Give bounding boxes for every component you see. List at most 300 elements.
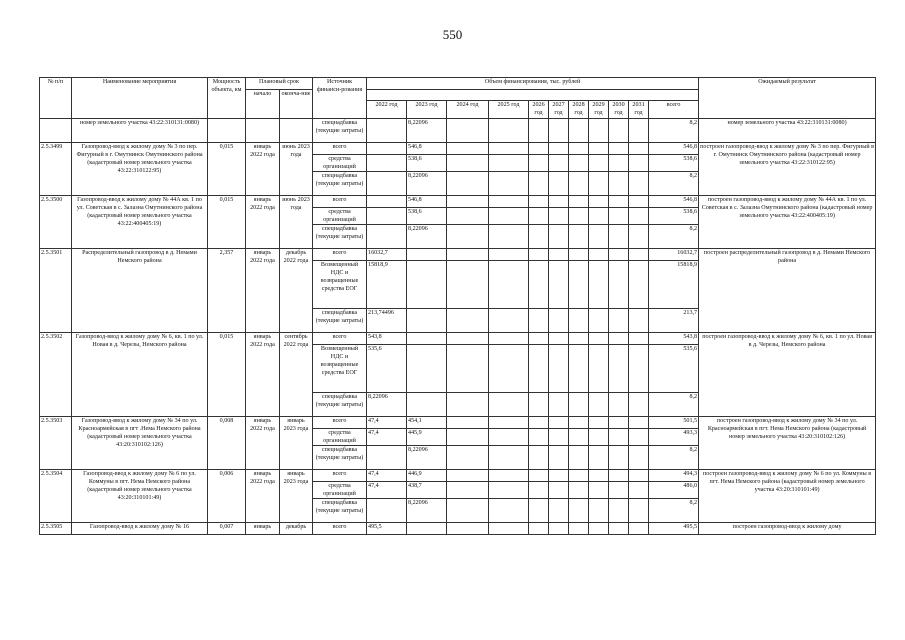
row-start: январь 2022 года (246, 417, 280, 470)
row-value (629, 208, 649, 225)
row-value (367, 119, 407, 143)
row-capacity: 0,007 (208, 523, 246, 535)
row-result: построен распределительный газопровод в д. Немами Немского района (699, 249, 876, 333)
row-value (529, 345, 549, 393)
row-value (529, 429, 549, 446)
row-value (609, 143, 629, 155)
row-value (529, 417, 549, 429)
row-value (589, 143, 609, 155)
row-value (529, 155, 549, 172)
row-source: средства организаций (313, 429, 367, 446)
row-value (529, 225, 549, 249)
row-value (629, 446, 649, 470)
header-result: Ожидаемый результат (699, 78, 876, 119)
row-source: всего (313, 417, 367, 429)
row-value (549, 119, 569, 143)
table-header (40, 78, 876, 119)
row-value (447, 155, 489, 172)
row-value (569, 119, 589, 143)
row-value (367, 155, 407, 172)
row-value (489, 208, 529, 225)
row-value (407, 309, 447, 333)
header-year: 2031 год (629, 101, 649, 119)
row-result: построен газопровод-ввод к жилому дому (699, 523, 876, 535)
row-end: январь 2023 года (280, 470, 313, 523)
row-total: 546,8 (649, 196, 699, 208)
header-end: оконча-ние (280, 90, 313, 119)
row-end: сентябрь 2022 года (280, 333, 313, 417)
row-total: 213,7 (649, 309, 699, 333)
row-value: 16032,7 (367, 249, 407, 261)
row-end (280, 119, 313, 143)
row-value (569, 249, 589, 261)
row-value (589, 261, 609, 309)
row-source: Возмещенный НДС и возвращенные средства ЕОГ (313, 345, 367, 393)
header-year: 2024 год (447, 101, 489, 119)
row-capacity: 2,357 (208, 249, 246, 333)
row-value (447, 333, 489, 345)
row-value (529, 482, 549, 499)
row-result: построен газопровод-ввод к жилому дому № 34 по ул. Красноармейская в пгт. Нема Немского района (кадастровый номер земельного участка 43:20:310102:126) (699, 417, 876, 470)
row-value: 8,22096 (407, 499, 447, 523)
row-value (489, 196, 529, 208)
row-source: спецнадбавка (текущие затраты) (313, 446, 367, 470)
row-value (629, 119, 649, 143)
row-result: построен газопровод-ввод к жилому дому № 44А кв. 1 по ул. Советская в с. Залазна Омутнинского района (кадастровый номер земельного участка 43:22:400405:19) (699, 196, 876, 249)
row-value (549, 143, 569, 155)
row-value (447, 261, 489, 309)
row-start: январь 2022 года (246, 143, 280, 196)
row-value (629, 499, 649, 523)
row-value (609, 225, 629, 249)
row-value (569, 155, 589, 172)
row-value (609, 470, 629, 482)
row-value: 213,74496 (367, 309, 407, 333)
row-capacity: 0,006 (208, 470, 246, 523)
row-source: всего (313, 249, 367, 261)
row-value: 538,6 (407, 208, 447, 225)
row-end: декабрь 2022 года (280, 249, 313, 333)
row-value (549, 196, 569, 208)
row-value: 445,9 (407, 429, 447, 446)
row-value (569, 499, 589, 523)
row-value (609, 417, 629, 429)
row-start: январь 2022 года (246, 249, 280, 333)
row-value (489, 393, 529, 417)
row-name: Газопровод-ввод к жилому дому № 16 (72, 523, 208, 535)
row-value (569, 417, 589, 429)
row-result: номер земельного участка 43:22:310131:0080) (699, 119, 876, 143)
row-source: Возмещенный НДС и возвращенные средства ЕОГ (313, 261, 367, 309)
row-value (407, 345, 447, 393)
row-value (489, 429, 529, 446)
row-value (489, 482, 529, 499)
row-value (589, 225, 609, 249)
row-value (529, 499, 549, 523)
row-start: январь 2022 года (246, 333, 280, 417)
row-source: всего (313, 333, 367, 345)
row-value: 546,8 (407, 143, 447, 155)
row-capacity: 0,015 (208, 333, 246, 417)
row-value (489, 470, 529, 482)
row-total: 538,6 (649, 155, 699, 172)
row-num: 2.5.3505 (40, 523, 72, 535)
row-value: 535,6 (367, 345, 407, 393)
row-value (549, 225, 569, 249)
row-value (407, 249, 447, 261)
row-value (589, 446, 609, 470)
row-value (629, 172, 649, 196)
row-total: 538,6 (649, 208, 699, 225)
row-value (549, 470, 569, 482)
row-value (447, 172, 489, 196)
row-value (489, 345, 529, 393)
row-value: 47,4 (367, 429, 407, 446)
row-value (609, 429, 629, 446)
row-value (529, 470, 549, 482)
row-end: январь 2023 года (280, 417, 313, 470)
row-num: 2.5.3501 (40, 249, 72, 333)
row-value (589, 429, 609, 446)
row-value (529, 249, 549, 261)
row-value (549, 482, 569, 499)
row-value (589, 309, 609, 333)
row-total: 501,5 (649, 417, 699, 429)
row-total: 535,6 (649, 345, 699, 393)
row-value (529, 393, 549, 417)
row-value (529, 172, 549, 196)
table-row (40, 417, 876, 429)
header-num: № п/п (40, 78, 72, 119)
row-value: 543,8 (367, 333, 407, 345)
row-value (447, 143, 489, 155)
row-value (367, 143, 407, 155)
row-value (529, 523, 549, 535)
row-value (549, 523, 569, 535)
row-value: 8,22096 (407, 172, 447, 196)
header-volume: Объем финансирования, тыс. рублей (367, 78, 699, 90)
row-total: 486,0 (649, 482, 699, 499)
row-value: 438,7 (407, 482, 447, 499)
row-value (609, 119, 629, 143)
row-value: 15818,9 (367, 261, 407, 309)
row-value (529, 208, 549, 225)
row-value: 446,9 (407, 470, 447, 482)
row-value (589, 499, 609, 523)
row-value (609, 393, 629, 417)
row-value (489, 172, 529, 196)
row-end: декабрь (280, 523, 313, 535)
row-value (367, 446, 407, 470)
row-total: 16032,7 (649, 249, 699, 261)
table-row (40, 523, 876, 535)
row-value (569, 523, 589, 535)
row-value (629, 261, 649, 309)
row-value (407, 393, 447, 417)
row-value (549, 345, 569, 393)
header-start: начало (246, 90, 280, 119)
row-value (447, 470, 489, 482)
row-value (609, 309, 629, 333)
financing-table (39, 77, 876, 535)
table-body (40, 119, 876, 535)
row-value (489, 143, 529, 155)
row-value (609, 482, 629, 499)
header-period: Плановый срок (246, 78, 313, 90)
row-value (569, 143, 589, 155)
row-value (489, 523, 529, 535)
row-start (246, 119, 280, 143)
row-value (489, 499, 529, 523)
row-total: 8,2 (649, 172, 699, 196)
row-total: 546,8 (649, 143, 699, 155)
row-value (549, 261, 569, 309)
row-capacity (208, 119, 246, 143)
row-source: спецнадбавка (текущие затраты) (313, 499, 367, 523)
row-value (569, 429, 589, 446)
row-value (529, 261, 549, 309)
row-value (609, 523, 629, 535)
row-value: 8,22096 (407, 225, 447, 249)
row-value (447, 482, 489, 499)
row-value (569, 196, 589, 208)
row-value (529, 446, 549, 470)
row-total: 493,3 (649, 429, 699, 446)
row-num: 2.5.3500 (40, 196, 72, 249)
row-value (629, 470, 649, 482)
row-capacity: 0,015 (208, 143, 246, 196)
row-value (447, 417, 489, 429)
row-end: июнь 2023 года (280, 196, 313, 249)
row-value (589, 119, 609, 143)
row-value (569, 470, 589, 482)
row-value (549, 446, 569, 470)
row-value (549, 208, 569, 225)
row-value (609, 249, 629, 261)
row-value (589, 393, 609, 417)
row-value (489, 309, 529, 333)
row-result: построен газопровод-ввод к жилому дому № 6, кв. 1 по ул. Новая в д. Черезы, Немского района (699, 333, 876, 417)
row-value (489, 155, 529, 172)
row-value (609, 155, 629, 172)
row-name: Газопровод-ввод к жилому дому № 34 по ул. Красноармейская в пгт .Нема Немского района (кадастровый номер земельного участка 43:20:310102:126) (72, 417, 208, 470)
row-value (549, 155, 569, 172)
row-value (569, 309, 589, 333)
row-value (447, 208, 489, 225)
row-source: спецнадбавка (текущие затраты) (313, 172, 367, 196)
row-value (629, 417, 649, 429)
row-value (367, 196, 407, 208)
row-value (629, 523, 649, 535)
row-total: 8,2 (649, 119, 699, 143)
row-value (447, 249, 489, 261)
row-value: 47,4 (367, 417, 407, 429)
table-row (40, 119, 876, 143)
row-value (407, 333, 447, 345)
row-total: 8,2 (649, 446, 699, 470)
row-value: 546,8 (407, 196, 447, 208)
row-value: 8,22096 (367, 393, 407, 417)
row-num: 2.5.3504 (40, 470, 72, 523)
row-value (609, 172, 629, 196)
row-value (489, 333, 529, 345)
header-year: 2028 год (569, 101, 589, 119)
row-value (589, 196, 609, 208)
row-source: всего (313, 470, 367, 482)
row-value (367, 208, 407, 225)
row-name: номер земельного участка 43:22:310131:0080) (72, 119, 208, 143)
table-row (40, 249, 876, 261)
row-value (569, 225, 589, 249)
row-value (447, 446, 489, 470)
header-year: 2023 год (407, 101, 447, 119)
row-num: 2.5.3502 (40, 333, 72, 417)
row-total: 8,2 (649, 393, 699, 417)
row-value (589, 172, 609, 196)
header-capacity: Мощность объекта, км (208, 78, 246, 119)
row-value (569, 393, 589, 417)
row-value (629, 155, 649, 172)
row-value: 538,6 (407, 155, 447, 172)
row-value (629, 393, 649, 417)
row-value (549, 309, 569, 333)
row-value (629, 345, 649, 393)
row-value (447, 309, 489, 333)
table-row (40, 470, 876, 482)
row-value (569, 333, 589, 345)
row-name: Распределительный газопровод в д. Немами Немского района (72, 249, 208, 333)
row-value (529, 119, 549, 143)
row-value (447, 119, 489, 143)
row-source: спецнадбавка (текущие затраты) (313, 119, 367, 143)
row-value (489, 417, 529, 429)
row-value (589, 155, 609, 172)
row-value (629, 309, 649, 333)
row-total: 495,5 (649, 523, 699, 535)
row-value (529, 333, 549, 345)
header-name: Наименование мероприятия (72, 78, 208, 119)
row-capacity: 0,015 (208, 196, 246, 249)
row-value: 8,22096 (407, 446, 447, 470)
row-source: средства организаций (313, 208, 367, 225)
row-name: Газопровод-ввод к жилому дому № 6, кв. 1 по ул. Новая в д. Черезы, Немского района (72, 333, 208, 417)
row-total: 15818,9 (649, 261, 699, 309)
row-start: январь 2022 года (246, 196, 280, 249)
row-value (589, 417, 609, 429)
row-value: 47,4 (367, 482, 407, 499)
row-value (609, 345, 629, 393)
header-year: 2029 год (589, 101, 609, 119)
row-value (489, 446, 529, 470)
row-name: Газопровод-ввод к жилому дому № 44А кв. 1 по ул. Советская в с. Залазна Омутнинского района (кадастровый номер земельного участка 43:22:400405:19) (72, 196, 208, 249)
row-value (367, 172, 407, 196)
row-value (447, 196, 489, 208)
row-value (629, 429, 649, 446)
row-source: средства организаций (313, 482, 367, 499)
row-value (589, 470, 609, 482)
row-value (549, 393, 569, 417)
row-value (447, 429, 489, 446)
row-source: средства организаций (313, 155, 367, 172)
row-value (609, 261, 629, 309)
row-value (529, 143, 549, 155)
row-value (529, 309, 549, 333)
row-start: январь 2022 года (246, 470, 280, 523)
row-total: 543,8 (649, 333, 699, 345)
row-value (569, 446, 589, 470)
row-result: построен газопровод-ввод к жилому дому № 3 по пер. Фигурный в г. Омутнинск Омутнинского района (кадастровый номер земельного участка 43:22:310122:95) (699, 143, 876, 196)
row-start: январь (246, 523, 280, 535)
row-result: построен газопровод-ввод к жилому дому № 6 по ул. Коммуны в пгт. Нема Немского района (кадастровый номер земельного участка 43:20:310101:49) (699, 470, 876, 523)
row-value (447, 225, 489, 249)
header-year: 2027 год (549, 101, 569, 119)
row-source: всего (313, 523, 367, 535)
page-number: 550 (442, 27, 463, 42)
row-total: 8,2 (649, 225, 699, 249)
row-end: июнь 2023 года (280, 143, 313, 196)
row-value (569, 345, 589, 393)
table-row (40, 333, 876, 345)
header-year: 2026 год (529, 101, 549, 119)
row-value (569, 482, 589, 499)
row-value (629, 482, 649, 499)
row-num: 2.5.3503 (40, 417, 72, 470)
row-value (489, 225, 529, 249)
row-source: спецнадбавка (текущие затраты) (313, 225, 367, 249)
row-value (569, 208, 589, 225)
row-value (589, 482, 609, 499)
row-num (40, 119, 72, 143)
row-value (629, 225, 649, 249)
row-value: 495,5 (367, 523, 407, 535)
row-name: Газопровод-ввод к жилому дому № 3 по пер. Фигурный в г. Омутнинск Омутнинского района (кадастровый номер земельного участка 43:22:310122:95) (72, 143, 208, 196)
header-year: 2030 год (609, 101, 629, 119)
row-value (549, 429, 569, 446)
row-source: всего (313, 143, 367, 155)
row-value (589, 345, 609, 393)
row-value: 8,22096 (407, 119, 447, 143)
table-row (40, 196, 876, 208)
row-value (367, 499, 407, 523)
row-value: 454,1 (407, 417, 447, 429)
row-value (629, 333, 649, 345)
row-value (569, 261, 589, 309)
row-value (447, 499, 489, 523)
row-total: 8,2 (649, 499, 699, 523)
row-value (407, 523, 447, 535)
row-name: Газопровод-ввод к жилому дому № 6 по ул. Коммуны в пгт. Нема Немского района (кадастровый номер земельного участка 43:20:310101:49) (72, 470, 208, 523)
header-year: всего (649, 101, 699, 119)
row-value (569, 172, 589, 196)
row-source: всего (313, 196, 367, 208)
row-value (529, 196, 549, 208)
row-value: 47,4 (367, 470, 407, 482)
row-value (609, 446, 629, 470)
row-value (367, 225, 407, 249)
row-value (589, 208, 609, 225)
row-total: 494,3 (649, 470, 699, 482)
row-value (549, 499, 569, 523)
row-value (489, 119, 529, 143)
row-value (629, 196, 649, 208)
row-value (447, 345, 489, 393)
row-value (549, 417, 569, 429)
row-value (489, 249, 529, 261)
table-row (40, 143, 876, 155)
row-source: спецнадбавка (текущие затраты) (313, 393, 367, 417)
row-value (549, 172, 569, 196)
row-value (489, 261, 529, 309)
